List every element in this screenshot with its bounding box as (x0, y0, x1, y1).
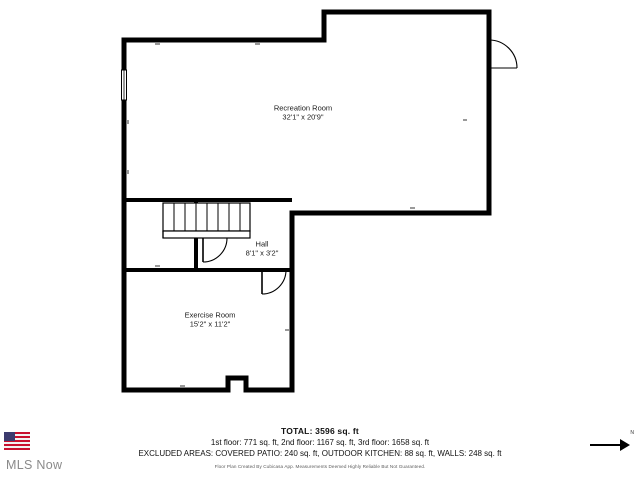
room-name: Recreation Room (273, 103, 333, 113)
mls-brand-name: MLS Now (6, 458, 63, 472)
room-label-exercise-room (185, 311, 236, 330)
compass-label: N (630, 430, 634, 436)
disclaimer-text: Floor Plan Created By Cubicasa App. Measurements Deemed Highly Reliable But Not Guaranteed. (214, 464, 426, 469)
staircase (163, 203, 250, 238)
room-name: Exercise Room (184, 310, 236, 320)
total-area-text: TOTAL: 3596 sq. ft (281, 426, 359, 436)
floor-breakdown-text: 1st floor: 771 sq. ft, 2nd floor: 1167 sq. ft, 3rd floor: 1658 sq. ft (210, 438, 430, 447)
room-name: Hall (255, 239, 269, 249)
north-arrow-icon (586, 430, 632, 456)
us-flag-icon (4, 432, 30, 450)
room-dimensions: 8'1" x 3'2" (245, 249, 279, 258)
room-label-hall (246, 240, 279, 259)
room-label-recreation-room (274, 104, 332, 123)
window-openings (122, 70, 127, 100)
room-dimensions: 32'1" x 20'9" (282, 113, 324, 122)
excluded-areas-text: EXCLUDED AREAS: COVERED PATIO: 240 sq. ft, OUTDOOR KITCHEN: 88 sq. ft, WALLS: 248 sq. ft (138, 449, 502, 458)
room-dimensions: 15'2" x 11'2" (189, 320, 231, 329)
